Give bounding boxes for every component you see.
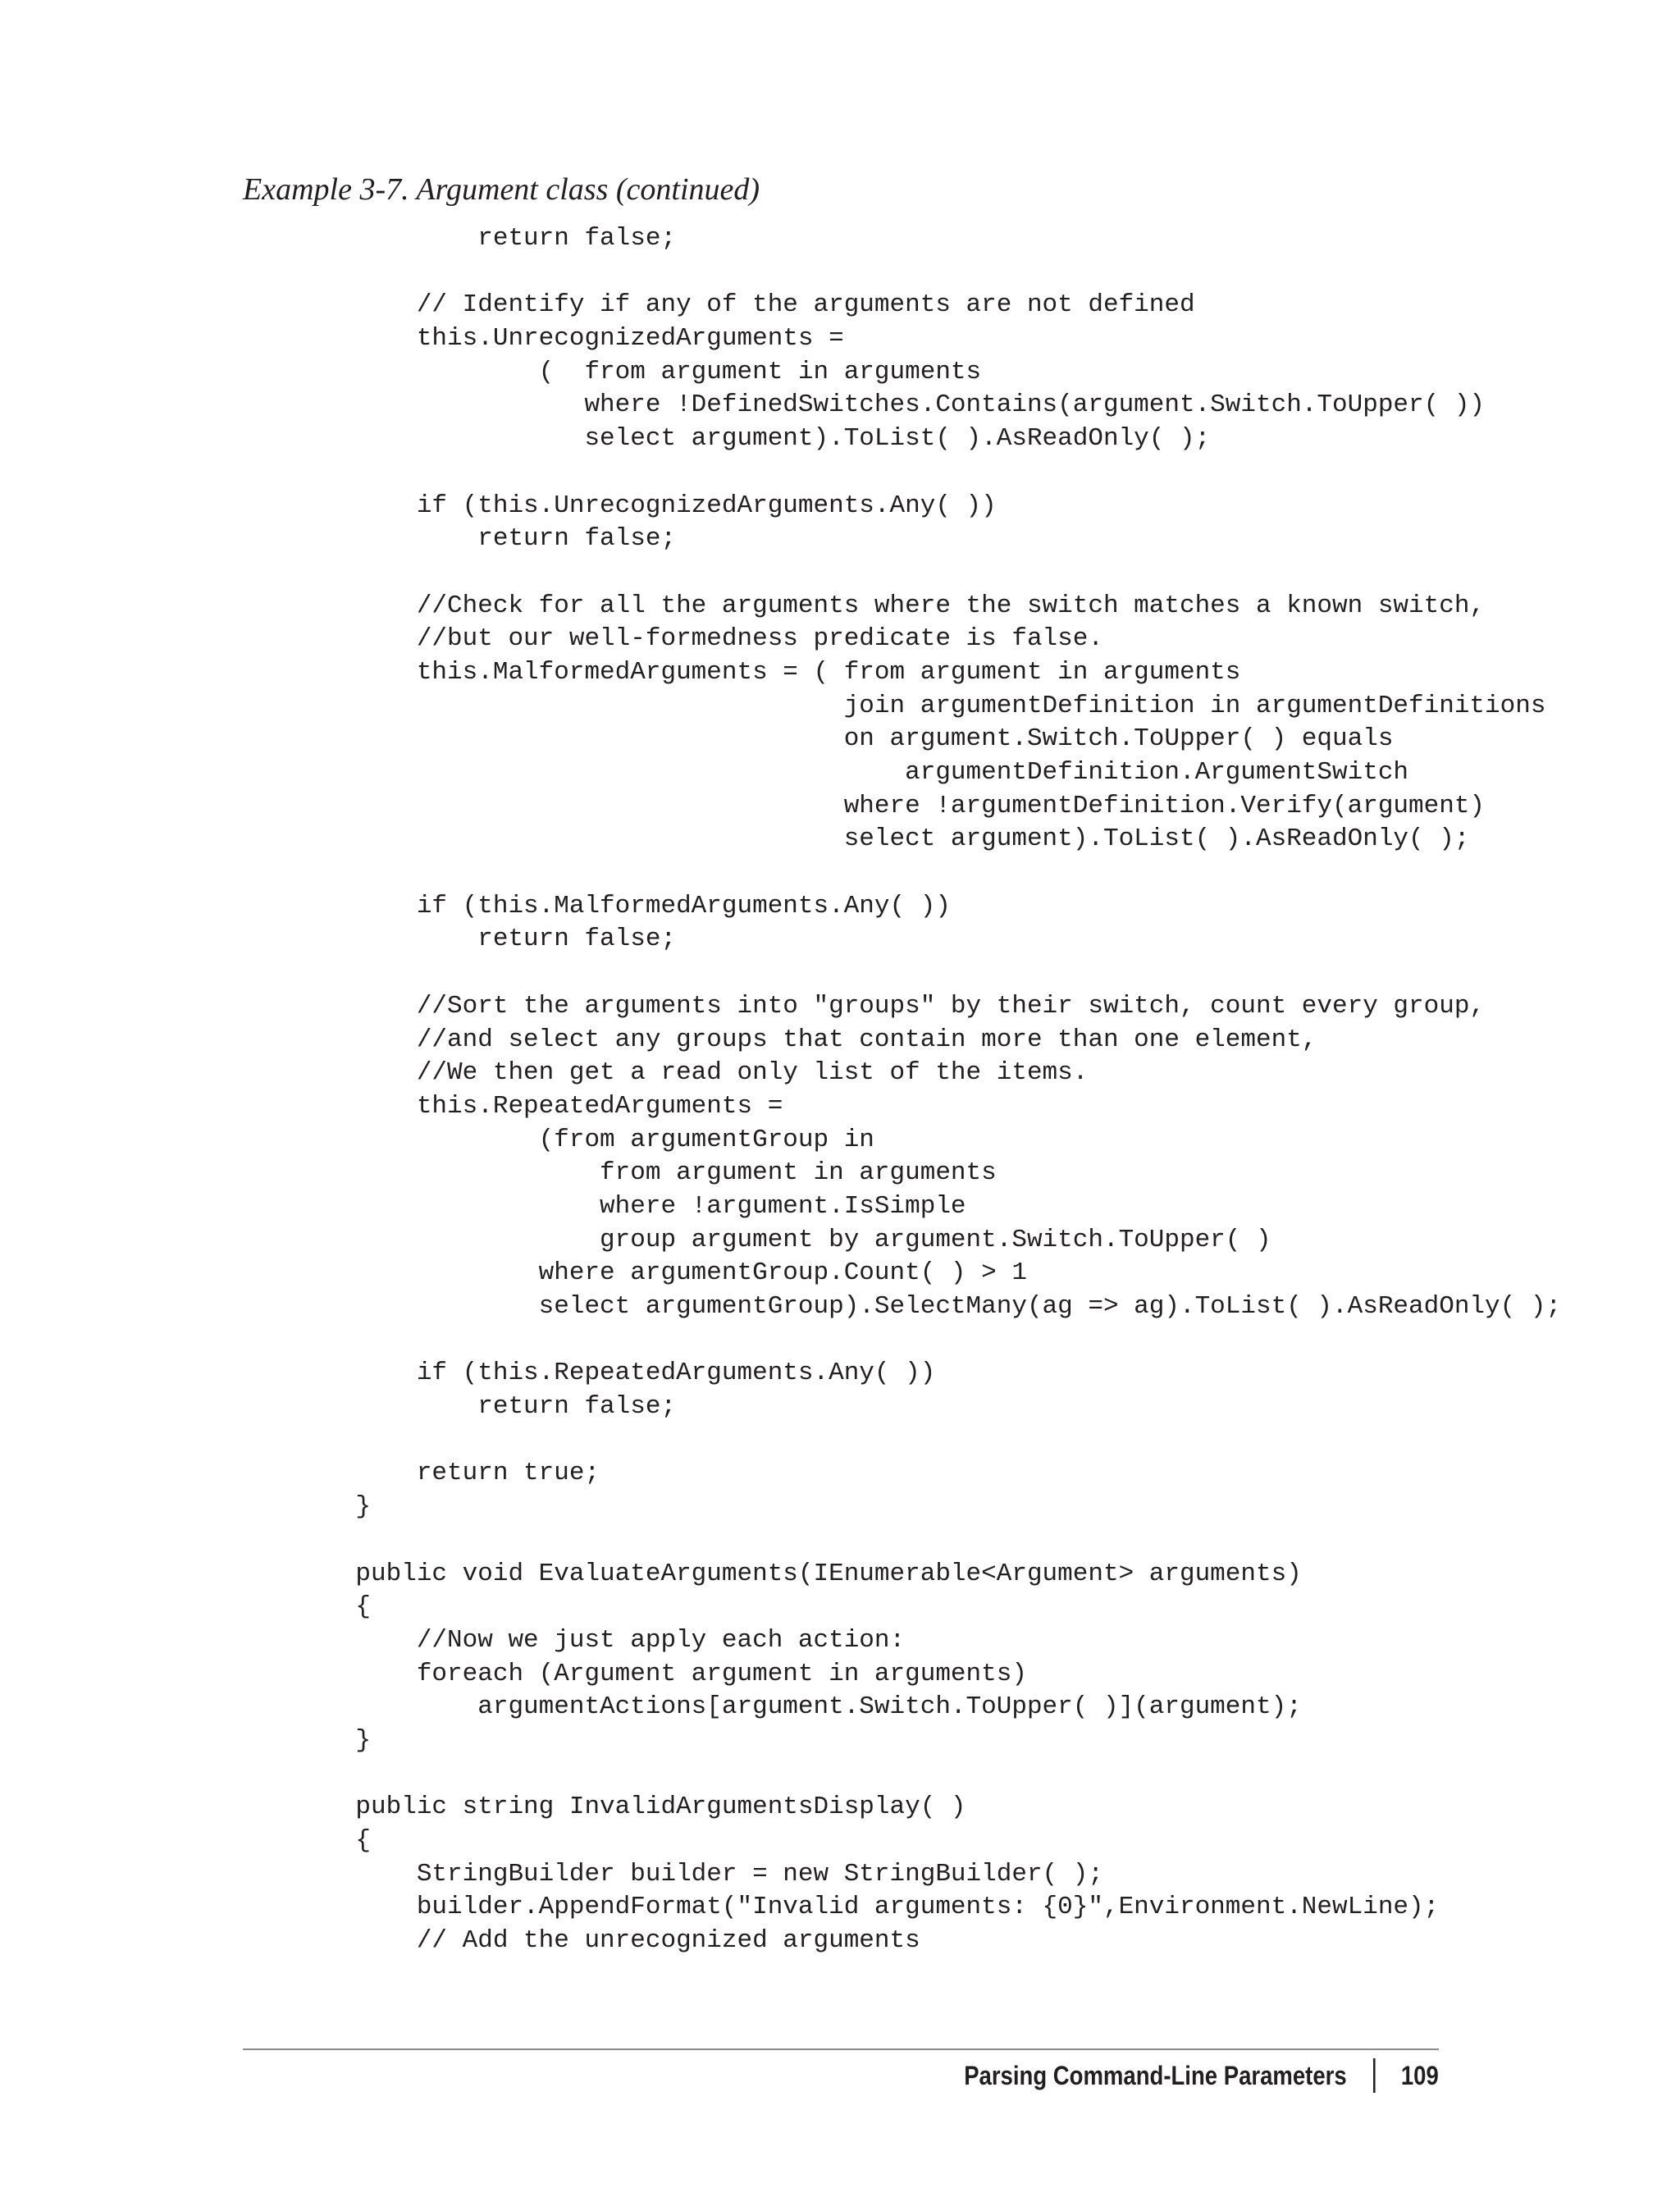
footer-separator (1374, 2058, 1376, 2093)
code-line: // Identify if any of the arguments are not defined (294, 290, 1195, 320)
code-line: where !DefinedSwitches.Contains(argument.Switch.ToUpper( )) (294, 391, 1486, 420)
code-line: this.UnrecognizedArguments = (294, 324, 844, 354)
page-footer (964, 2051, 1439, 2100)
code-line: } (294, 1492, 372, 1522)
code-line: select argument).ToList( ).AsReadOnly( ); (294, 424, 1211, 454)
code-line (294, 1524, 1561, 1558)
code-listing (294, 222, 1561, 1958)
code-line: where !argumentDefinition.Verify(argument) (294, 791, 1486, 820)
code-line (294, 856, 1561, 890)
code-line: //Sort the arguments into "groups" by their switch, count every group, (294, 991, 1486, 1021)
example-caption: Example 3-7. Argument class (continued) (243, 172, 760, 207)
code-line: this.MalformedArguments = ( from argument in arguments (294, 657, 1241, 687)
code-line: if (this.MalformedArguments.Any( )) (294, 891, 951, 920)
code-line: return false; (294, 224, 677, 253)
running-footer-title: Parsing Command-Line Parameters (964, 2060, 1347, 2090)
code-line: StringBuilder builder = new StringBuilder( ); (294, 1859, 1103, 1889)
code-line: // Add the unrecognized arguments (294, 1926, 920, 1956)
code-line (294, 1424, 1561, 1458)
code-line: if (this.UnrecognizedArguments.Any( )) (294, 491, 997, 520)
code-line: group argument by argument.Switch.ToUpper( ) (294, 1225, 1271, 1254)
code-line: argumentDefinition.ArgumentSwitch (294, 758, 1409, 787)
code-line: on argument.Switch.ToUpper( ) equals (294, 724, 1394, 754)
code-line: public string InvalidArgumentsDisplay( ) (294, 1793, 966, 1822)
code-line: select argumentGroup).SelectMany(ag => ag).ToList( ).AsReadOnly( ); (294, 1292, 1562, 1321)
code-line: } (294, 1725, 372, 1755)
code-line: ( from argument in arguments (294, 357, 982, 386)
code-line: return false; (294, 1392, 677, 1422)
code-line: //and select any groups that contain more than one element, (294, 1025, 1317, 1054)
code-line: builder.AppendFormat("Invalid arguments: {0}",Environment.NewLine); (294, 1893, 1440, 1922)
code-line: argumentActions[argument.Switch.ToUpper( )](argument); (294, 1692, 1302, 1722)
code-line: { (294, 1592, 372, 1622)
page-number: 109 (1401, 2060, 1439, 2090)
code-line: (from argumentGroup in (294, 1125, 874, 1154)
code-line (294, 456, 1561, 490)
code-line: return false; (294, 925, 677, 954)
code-line: //Check for all the arguments where the switch matches a known switch, (294, 591, 1486, 620)
code-line: select argument).ToList( ).AsReadOnly( ); (294, 824, 1470, 854)
code-line: //but our well-formedness predicate is false. (294, 624, 1103, 654)
code-line (294, 1324, 1561, 1358)
code-line: return false; (294, 524, 677, 554)
code-line: { (294, 1826, 372, 1855)
code-line: return true; (294, 1459, 600, 1488)
code-line (294, 556, 1561, 590)
code-line: from argument in arguments (294, 1158, 997, 1188)
code-line: if (this.RepeatedArguments.Any( )) (294, 1359, 936, 1388)
code-line: this.RepeatedArguments = (294, 1091, 783, 1121)
code-line: where !argument.IsSimple (294, 1191, 966, 1221)
code-line: join argumentDefinition in argumentDefinitions (294, 691, 1546, 720)
code-line (294, 1758, 1561, 1792)
code-line: foreach (Argument argument in arguments) (294, 1659, 1027, 1688)
code-line (294, 256, 1561, 290)
code-line: where argumentGroup.Count( ) > 1 (294, 1258, 1027, 1288)
footer-divider (243, 2048, 1439, 2050)
code-line: //Now we just apply each action: (294, 1625, 906, 1655)
code-line (294, 957, 1561, 990)
code-line: public void EvaluateArguments(IEnumerable<Argument> arguments) (294, 1559, 1302, 1588)
code-line: //We then get a read only list of the items. (294, 1058, 1089, 1088)
